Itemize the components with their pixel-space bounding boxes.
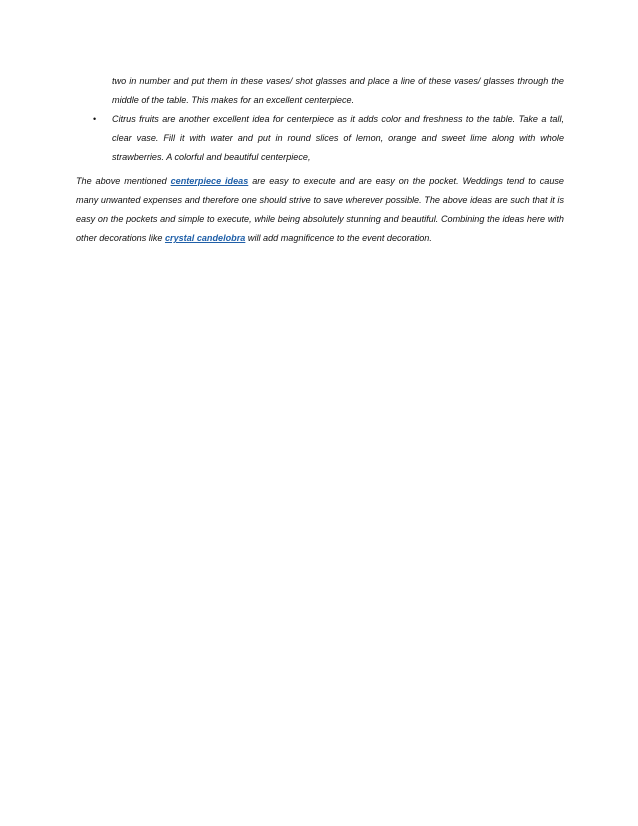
bullet-dot-icon: • — [93, 114, 97, 124]
centerpiece-ideas-link[interactable]: centerpiece ideas — [170, 176, 249, 186]
bullet-item-citrus — [76, 110, 564, 167]
crystal-candelobra-link[interactable]: crystal candelobra — [164, 233, 246, 243]
paragraph-text-part2: are easy to execute and are easy on the pocket. Weddings tend to cause many unwanted expenses and therefore one should strive to save wherever possible. The above ideas are such that it is easy on the pockets and simple to execute, while being absolutely stunning and beautiful. Combining the ideas here with other decorations like — [76, 176, 564, 243]
bullet-continuation-text: two in number and put them in these vases/ shot glasses and place a line of these vases/ glasses through the middle of the table. This makes for an excellent centerpiece. — [112, 76, 564, 105]
document-body — [76, 72, 564, 248]
bullet-text: Citrus fruits are another excellent idea for centerpiece as it adds color and freshness to the table. Take a tall, clear vase. Fill it with water and put in round slices of lemon, orange and sweet lime along with whole strawberries. A colorful and beautiful centerpiece, — [112, 114, 564, 162]
bullet-list — [76, 110, 564, 167]
paragraph-text-part1: The above mentioned — [76, 176, 171, 186]
paragraph-text-part3: will add magnificence to the event decoration. — [245, 233, 432, 243]
closing-paragraph — [76, 172, 564, 248]
